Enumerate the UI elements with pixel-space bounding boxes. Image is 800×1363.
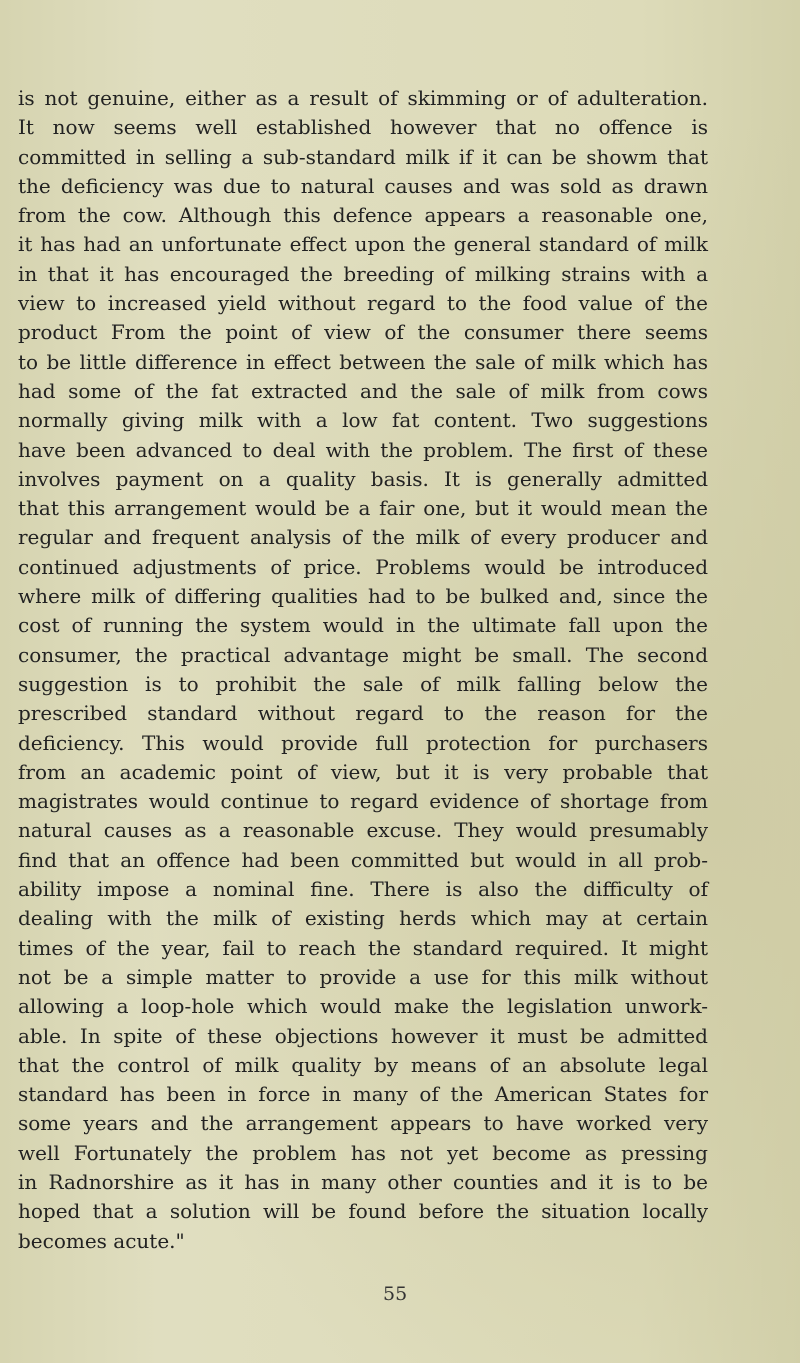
text-line: deficiency. This would provide full protection for purchasers xyxy=(18,730,708,755)
text-line: the deficiency was due to natural causes and was sold as drawn xyxy=(18,173,708,198)
text-line: that the control of milk quality by means of an absolute legal xyxy=(18,1052,708,1077)
text-line: magistrates would continue to regard evidence of shortage from xyxy=(18,789,708,814)
text-line: standard has been in force in many of the American States for xyxy=(18,1082,708,1107)
text-line: had some of the fat extracted and the sale of milk from cows xyxy=(18,378,708,403)
text-line: some years and the arrangement appears to have worked very xyxy=(18,1111,708,1136)
text-line: prescribed standard without regard to the reason for the xyxy=(18,701,708,726)
text-line: find that an offence had been committed but would in all prob- xyxy=(18,847,708,872)
text-line: from an academic point of view, but it is very probable that xyxy=(18,759,708,784)
text-line: consumer, the practical advantage might be small. The second xyxy=(18,642,708,667)
text-line: it has had an unfortunate effect upon the general standard of milk xyxy=(18,232,708,257)
text-line: well Fortunately the problem has not yet become as pressing xyxy=(18,1140,708,1165)
text-line: from the cow. Although this defence appears a reasonable one, xyxy=(18,203,708,228)
text-line: cost of running the system would in the ultimate fall upon the xyxy=(18,613,708,638)
text-line: to be little difference in effect between the sale of milk which has xyxy=(18,349,708,374)
text-line: suggestion is to prohibit the sale of milk falling below the xyxy=(18,671,708,696)
text-line: committed in selling a sub-standard milk if it can be showm that xyxy=(18,144,708,169)
text-line: where milk of differing qualities had to be bulked and, since the xyxy=(18,584,708,609)
text-line: able. In spite of these objections however it must be admitted xyxy=(18,1023,708,1048)
text-line: ability impose a nominal fine. There is also the difficulty of xyxy=(18,877,708,902)
text-line: in Radnorshire as it has in many other counties and it is to be xyxy=(18,1169,708,1194)
text-line: dealing with the milk of existing herds which may at certain xyxy=(18,906,708,931)
text-line: regular and frequent analysis of the milk of every producer and xyxy=(18,525,708,550)
text-line: in that it has encouraged the breeding of milking strains with a xyxy=(18,261,708,286)
text-line: have been advanced to deal with the problem. The first of these xyxy=(18,437,708,462)
page-number: 55 xyxy=(383,1283,408,1305)
text-line: involves payment on a quality basis. It is generally admitted xyxy=(18,466,708,491)
text-line: normally giving milk with a low fat content. Two suggestions xyxy=(18,408,708,433)
text-line: that this arrangement would be a fair one, but it would mean the xyxy=(18,496,708,521)
body-text xyxy=(18,84,708,1256)
text-line: view to increased yield without regard to the food value of the xyxy=(18,291,708,316)
text-line: not be a simple matter to provide a use for this milk without xyxy=(18,964,708,989)
text-line: continued adjustments of price. Problems would be introduced xyxy=(18,554,708,579)
text-line: hoped that a solution will be found before the situation locally xyxy=(18,1199,708,1224)
text-line: natural causes as a reasonable excuse. They would presumably xyxy=(18,818,708,843)
text-line: times of the year, fail to reach the standard required. It might xyxy=(18,935,708,960)
text-line: allowing a loop-hole which would make the legislation unwork- xyxy=(18,994,708,1019)
text-line: It now seems well established however that no offence is xyxy=(18,115,708,140)
text-line: becomes acute." xyxy=(18,1228,185,1253)
text-line: product From the point of view of the consumer there seems xyxy=(18,320,708,345)
text-line: is not genuine, either as a result of skimming or of adulteration. xyxy=(18,86,708,110)
